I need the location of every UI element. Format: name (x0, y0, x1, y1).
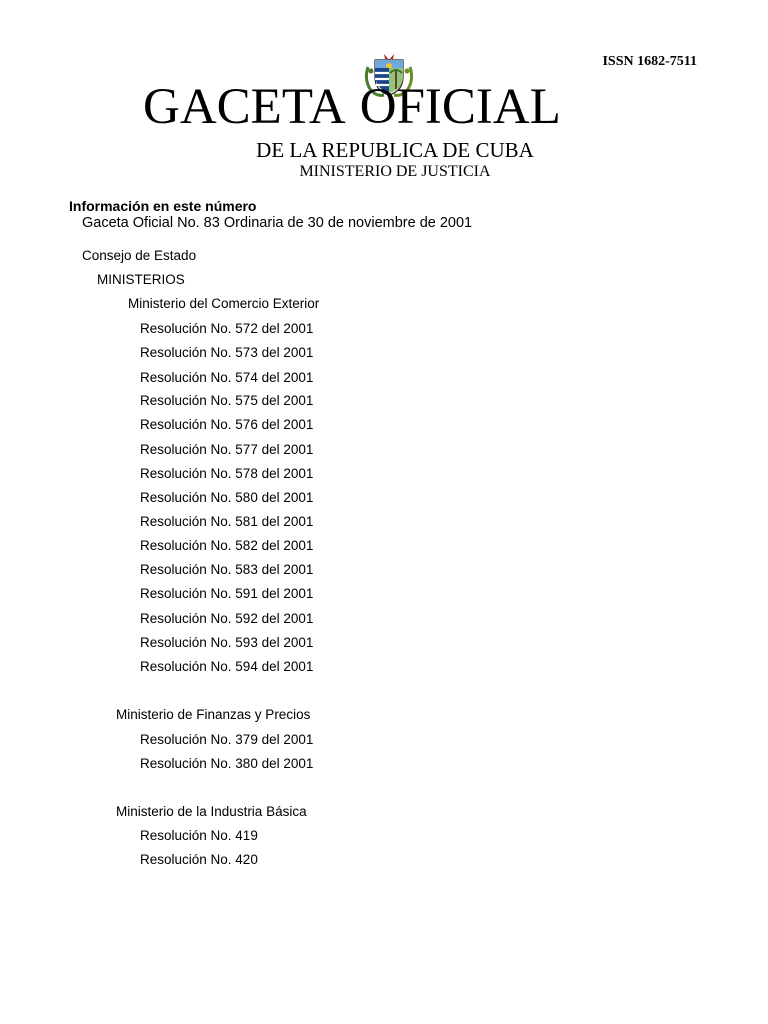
toc-resolution-item: Resolución No. 420 (140, 852, 258, 867)
toc-resolution-item: Resolución No. 576 del 2001 (140, 417, 314, 432)
toc-resolution-item: Resolución No. 574 del 2001 (140, 370, 314, 385)
masthead-title-part1: GACETA (143, 79, 346, 135)
masthead-title-part2: OFICIAL (359, 79, 561, 135)
toc-council: Consejo de Estado (82, 248, 197, 263)
toc-resolution-item: Resolución No. 594 del 2001 (140, 659, 314, 674)
toc-resolution-item: Resolución No. 572 del 2001 (140, 321, 314, 336)
toc-resolution-item: Resolución No. 419 (140, 828, 258, 843)
toc-resolution-item: Resolución No. 591 del 2001 (140, 586, 314, 601)
toc-ministries-heading: MINISTERIOS (97, 272, 185, 287)
issn-number: ISSN 1682-7511 (602, 54, 697, 69)
toc-resolution-item: Resolución No. 583 del 2001 (140, 562, 314, 577)
info-heading: Información en este número (69, 198, 257, 214)
toc-resolution-item: Resolución No. 592 del 2001 (140, 611, 314, 626)
masthead-title (143, 79, 623, 135)
toc-resolution-item: Resolución No. 577 del 2001 (140, 442, 314, 457)
toc-resolution-item: Resolución No. 380 del 2001 (140, 756, 314, 771)
toc-resolution-item: Resolución No. 580 del 2001 (140, 490, 314, 505)
toc-resolution-item: Resolución No. 379 del 2001 (140, 732, 314, 747)
toc-resolution-item: Resolución No. 575 del 2001 (140, 393, 314, 408)
masthead-subtitle: DE LA REPUBLICA DE CUBA (256, 138, 534, 162)
masthead-ministry: MINISTERIO DE JUSTICIA (299, 163, 491, 180)
toc-ministry-finanzas: Ministerio de Finanzas y Precios (116, 707, 311, 722)
toc-resolution-item: Resolución No. 581 del 2001 (140, 514, 314, 529)
toc-ministry-comercio: Ministerio del Comercio Exterior (128, 296, 320, 311)
issue-line: Gaceta Oficial No. 83 Ordinaria de 30 de noviembre de 2001 (82, 215, 473, 231)
toc-resolution-item: Resolución No. 573 del 2001 (140, 345, 314, 360)
toc-resolution-item: Resolución No. 578 del 2001 (140, 466, 314, 481)
toc-ministry-industria: Ministerio de la Industria Básica (116, 804, 307, 819)
toc-resolution-item: Resolución No. 593 del 2001 (140, 635, 314, 650)
toc-resolution-item: Resolución No. 582 del 2001 (140, 538, 314, 553)
